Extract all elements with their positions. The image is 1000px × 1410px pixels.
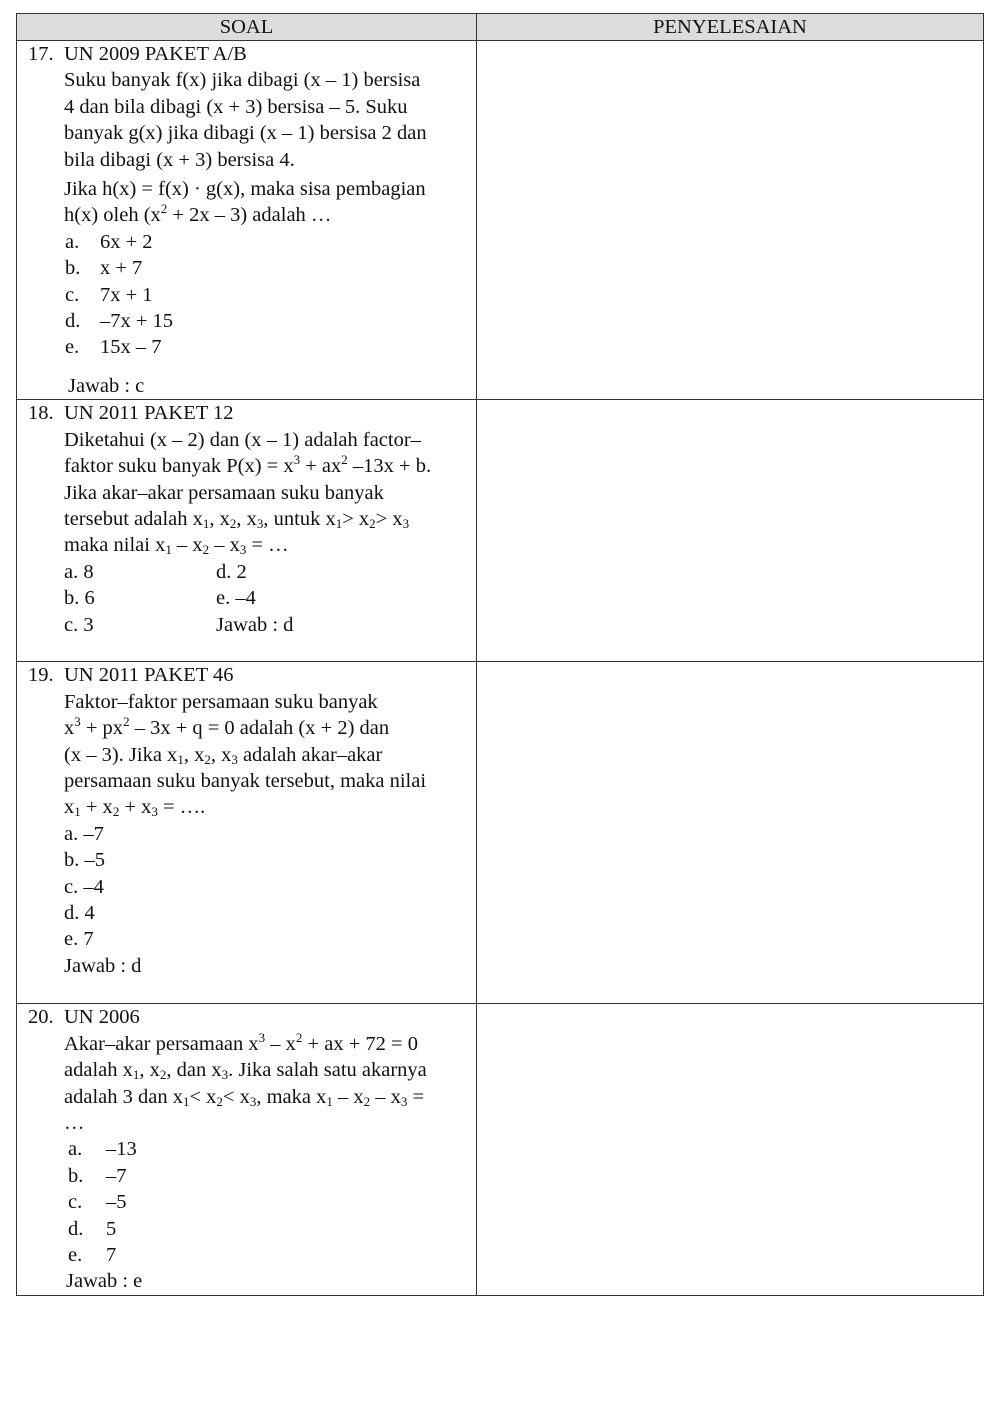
question-text-line [64,794,470,820]
option-e: e. –4 [216,587,256,610]
solution-cell-20 [477,1004,984,1295]
option-c: c. 3 [64,613,94,636]
question-text-line: Jika h(x) = f(x) · g(x), maka sisa pembagian [64,178,426,201]
text-fragment: faktor suku banyak P(x) = x [64,455,294,478]
text-fragment: – x [332,1085,364,1108]
question-body [17,1031,476,1295]
text-fragment: , dan x [166,1059,222,1082]
question-number: 18. [28,402,54,425]
text-fragment: > x [375,507,403,530]
question-body [17,689,476,979]
text-fragment: > x [342,507,370,530]
question-table [16,13,984,1296]
subscript: 1 [177,751,184,767]
subscript: 2 [159,1067,167,1083]
question-source: UN 2011 PAKET 12 [64,402,234,425]
header-penyelesaian: PENYELESAIAN [477,14,984,41]
subscript: 2 [229,515,237,531]
answer-key: Jawab : d [216,613,294,636]
text-fragment: < x [189,1085,217,1108]
subscript: 1 [326,1093,333,1109]
text-fragment: , x [209,507,230,530]
option-d: d. 4 [64,901,95,924]
subscript: 3 [249,1093,257,1109]
text-fragment: , x [236,507,257,530]
question-body [17,427,476,638]
option-text: 5 [106,1217,117,1240]
text-fragment: x [64,796,75,819]
option-text: 15x – 7 [100,336,162,359]
option-e: e. 7 [64,928,94,951]
table-header-row [17,14,984,41]
subscript: 1 [202,515,210,531]
text-fragment: adalah akar–akar [237,743,383,766]
text-fragment: tersebut adalah x [64,507,203,530]
text-fragment: + ax + 72 = 0 [302,1032,418,1055]
options-list [64,229,470,361]
question-body [17,67,476,399]
question-header [17,662,476,688]
text-fragment: – x [171,534,203,557]
option-label: e. [68,1243,83,1266]
option-b: b. 6 [64,587,95,610]
subscript: 1 [182,1093,190,1109]
text-fragment: adalah 3 dan x [64,1085,183,1108]
solution-cell-19 [477,662,984,1004]
option-d: d. 2 [216,560,247,583]
exponent: 2 [123,714,130,730]
text-fragment: + x [80,796,113,819]
option-label: c. [65,283,80,306]
question-text-line [64,202,470,228]
option-text: x + 7 [100,257,143,280]
question-text-line: … [64,1111,85,1134]
option-text: 7x + 1 [100,283,153,306]
option-label: d. [68,1217,84,1240]
question-text-line: Jika akar–akar persamaan suku banyak [64,481,384,504]
text-fragment: , x [210,743,232,766]
question-text-line [64,1057,470,1083]
subscript: 2 [112,804,120,820]
question-header [17,41,476,67]
question-text-line: 4 dan bila dibagi (x + 3) bersisa – 5. Suku [64,95,408,118]
text-fragment: Akar–akar persamaan x [64,1032,259,1055]
text-fragment: maka nilai x [64,534,166,557]
subscript: 3 [221,1067,229,1083]
option-label: b. [65,257,81,280]
text-fragment: – 3x + q = 0 adalah (x + 2) dan [129,717,390,740]
question-cell-17 [17,41,477,400]
question-number: 20. [28,1006,54,1029]
subscript: 3 [400,1093,408,1109]
exponent: 2 [295,1029,303,1045]
subscript: 2 [216,1093,223,1109]
text-fragment: , untuk x [263,507,336,530]
option-label: a. [68,1138,83,1161]
text-fragment: x [64,717,75,740]
option-e [64,334,470,360]
text-fragment: – x [370,1085,401,1108]
text-fragment: = …. [157,796,206,819]
solution-cell-18 [477,400,984,662]
subscript: 1 [74,804,81,820]
question-text-line [64,715,470,741]
question-text-line [64,1031,470,1057]
option-text: –13 [106,1138,137,1161]
option-d [64,308,470,334]
options-list [64,1136,470,1268]
text-fragment: – x [265,1032,296,1055]
question-number: 17. [28,43,54,65]
text-fragment: + ax [300,455,342,478]
text-fragment: , x [139,1059,160,1082]
question-cell-19 [17,662,477,1004]
option-c: c. –4 [64,875,104,898]
option-a: a. 8 [64,560,94,583]
question-text-line: banyak g(x) jika dibagi (x – 1) bersisa 2 dan [64,122,427,145]
option-text: –7 [106,1164,127,1187]
question-text-line [64,532,470,558]
question-cell-18 [17,400,477,662]
text-fragment: (x – 3). Jika x [64,743,178,766]
option-text: –7x + 15 [100,310,174,333]
question-text-line [64,453,470,479]
exponent: 3 [258,1029,266,1045]
text-fragment: . Jika salah satu akarnya [228,1059,427,1082]
exponent: 2 [160,201,168,217]
subscript: 3 [239,542,247,558]
option-b [64,255,470,281]
text-fragment: = … [246,534,289,557]
option-label: c. [68,1191,83,1214]
question-text-line [64,742,470,768]
solution-cell-17 [477,41,984,400]
answer-key: Jawab : d [64,954,142,977]
text-fragment: – x [209,534,240,557]
question-row-18 [17,400,984,662]
option-b [64,1163,470,1189]
option-a [64,1136,470,1162]
text-fragment: –13x + b. [347,455,432,478]
question-number: 19. [28,664,54,687]
text-fragment: + 2x – 3) adalah … [167,204,332,227]
text-fragment: h(x) oleh (x [64,204,161,227]
subscript: 2 [204,751,211,767]
subscript: 1 [165,542,172,558]
header-soal: SOAL [17,14,477,41]
option-text: –5 [106,1191,127,1214]
answer-key: Jawab : e [66,1270,143,1293]
subscript: 1 [335,515,343,531]
question-row-20 [17,1004,984,1295]
answer-key: Jawab : c [68,374,145,397]
option-e [64,1242,470,1268]
option-c [64,282,470,308]
subscript: 2 [369,515,376,531]
option-text: 6x + 2 [100,230,153,253]
option-label: d. [65,310,81,333]
question-source: UN 2011 PAKET 46 [64,664,234,687]
option-a [64,229,470,255]
text-fragment: < x [222,1085,250,1108]
exponent: 3 [74,714,81,730]
question-source: UN 2009 PAKET A/B [64,43,247,65]
text-fragment: , maka x [256,1085,327,1108]
subscript: 3 [231,751,238,767]
option-label: b. [68,1164,84,1187]
question-header [17,1004,476,1030]
option-d [64,1216,470,1242]
subscript: 3 [151,804,158,820]
text-fragment: + px [80,717,124,740]
subscript: 2 [202,542,210,558]
question-header [17,400,476,426]
question-text-line: Faktor–faktor persamaan suku banyak [64,690,378,713]
question-text-line: Suku banyak f(x) jika dibagi (x – 1) bersisa [64,69,421,92]
question-text-line [64,506,470,532]
text-fragment: adalah x [64,1059,133,1082]
text-fragment: , x [183,743,205,766]
exponent: 3 [293,452,301,468]
subscript: 2 [363,1093,371,1109]
exponent: 2 [341,452,348,468]
option-label: e. [65,336,80,359]
option-b: b. –5 [64,849,105,872]
question-source: UN 2006 [64,1006,140,1029]
option-a: a. –7 [64,822,104,845]
question-text-line [64,1084,470,1110]
option-text: 7 [106,1243,117,1266]
subscript: 3 [256,515,264,531]
text-fragment: = [407,1085,425,1108]
options-grid [64,559,470,638]
option-label: a. [65,230,80,253]
subscript: 1 [132,1067,140,1083]
question-row-17 [17,41,984,400]
question-text-line: persamaan suku banyak tersebut, maka nilai [64,769,427,792]
option-c [64,1189,470,1215]
question-cell-20 [17,1004,477,1295]
question-text-line: bila dibagi (x + 3) bersisa 4. [64,148,295,171]
text-fragment: + x [119,796,152,819]
subscript: 3 [402,515,410,531]
question-text-line: Diketahui (x – 2) dan (x – 1) adalah factor– [64,428,421,451]
question-row-19 [17,662,984,1004]
